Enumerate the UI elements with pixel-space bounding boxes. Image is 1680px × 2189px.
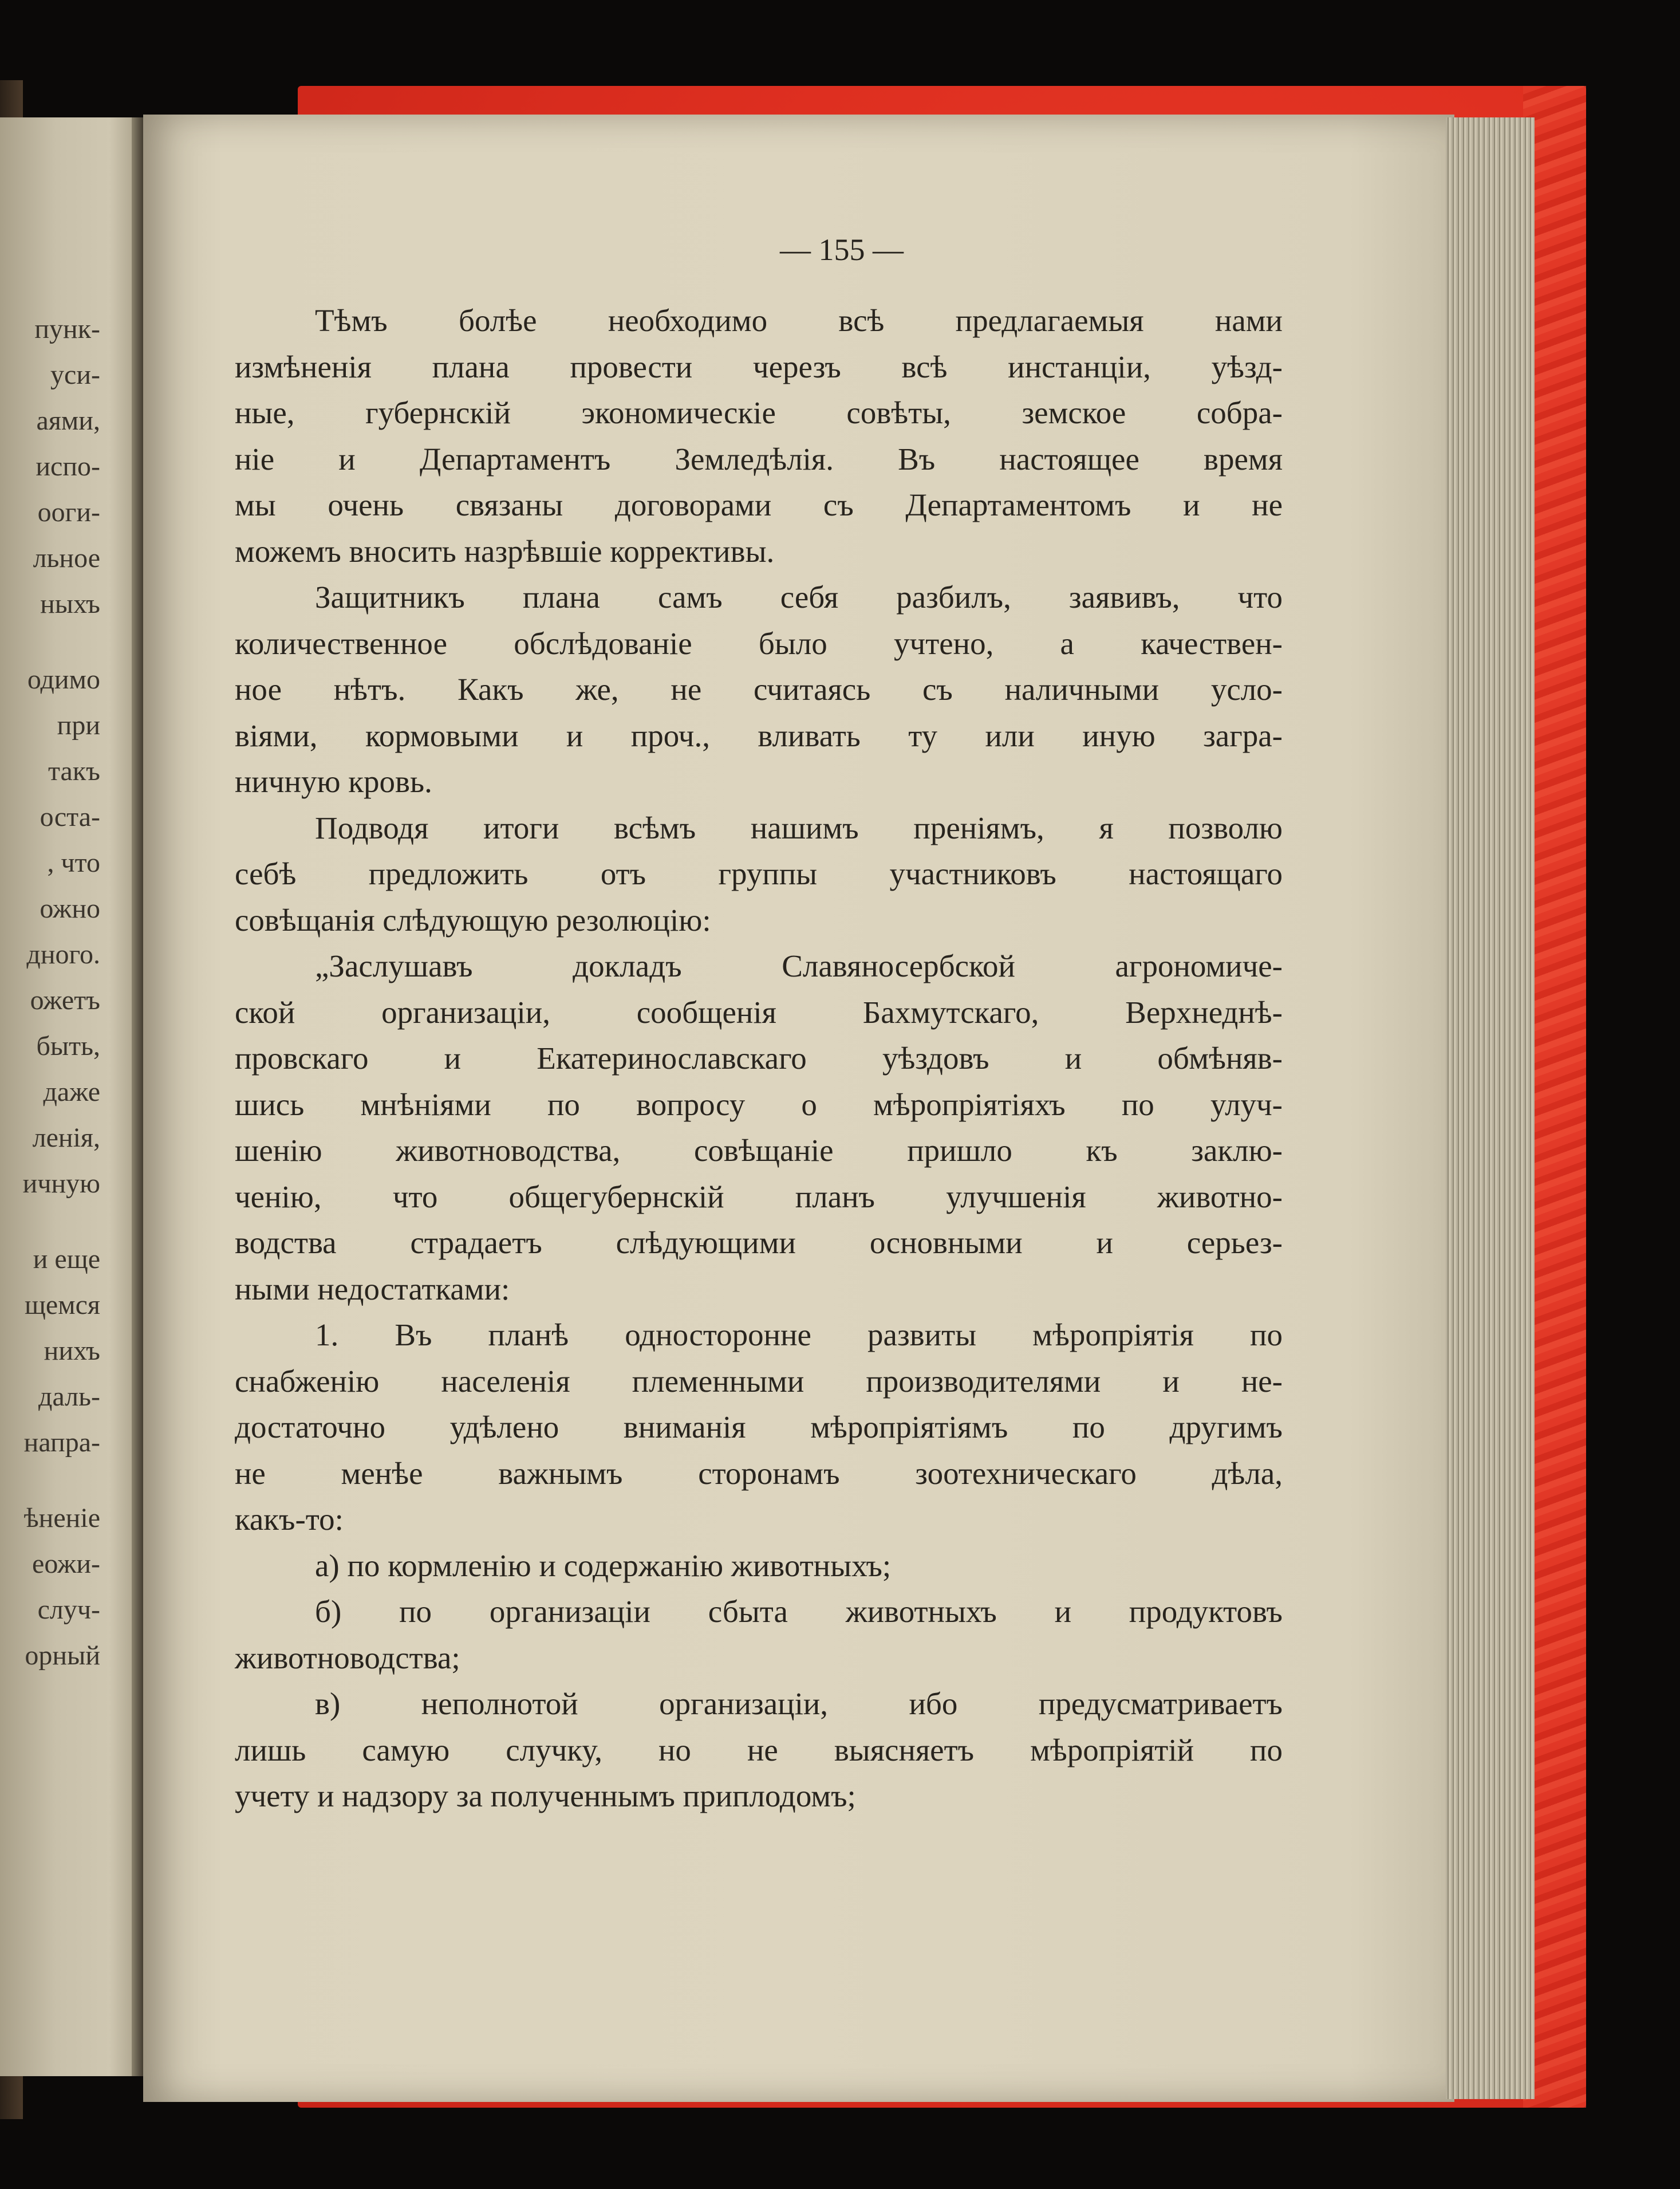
text-line: совѣщанія слѣдующую резолюцію: [235,902,711,938]
text-line: Тѣмъ болѣе необходимо всѣ предлагаемыя нами [315,303,1283,338]
left-page-line: напра- [23,1427,100,1458]
text-line: Подводя итоги всѣмъ нашимъ преніямъ, я позволю [315,810,1283,845]
left-page-line: уси- [50,360,100,390]
text-line: „Заслушавъ докладъ Славяносербской агрономиче- [315,948,1283,983]
text-line: 1. Въ планѣ односторонне развиты мѣропріятія по [315,1317,1283,1352]
text-line: не менѣе важнымъ сторонамъ зоотехническаго дѣла, [235,1455,1283,1491]
text-line: шись мнѣніями по вопросу о мѣропріятіяхъ по улуч- [235,1086,1283,1122]
left-page-line: одимо [27,664,100,695]
left-page-line: пунк- [34,314,100,344]
left-page-line: щемся [24,1290,100,1320]
text-line: мы очень связаны договорами съ Департаментомъ и не [235,487,1283,522]
text-line: можемъ вносить назрѣвшіе коррективы. [235,533,775,569]
text-line: шенію животноводства, совѣщаніе пришло къ заклю- [235,1133,1283,1168]
left-page-line: при [57,710,100,741]
text-line: лишь самую случку, но не выясняетъ мѣропріятій по [235,1732,1283,1767]
left-page-line: быть, [36,1031,100,1061]
text-line: учету и надзору за полученнымъ приплодомъ; [235,1778,856,1813]
left-page-line: аями, [36,405,100,436]
left-page-line: льное [33,543,100,573]
text-line: ніе и Департаментъ Земледѣлія. Въ настоящее время [235,441,1283,477]
text-line: в) неполнотой организаціи, ибо предусматриваетъ [315,1686,1283,1721]
text-line: ничную кровь. [235,764,432,799]
text-line: измѣненія плана провести черезъ всѣ инстанціи, уѣзд- [235,349,1283,384]
left-page-line: нихъ [44,1336,100,1366]
left-page-line: даже [43,1077,100,1107]
page-number: — 155 — [780,233,904,267]
text-line: ные, губернскій экономическіе совѣты, земское собра- [235,395,1283,430]
text-line: ской организаціи, сообщенія Бахмутскаго, Верхнеднѣ- [235,994,1283,1030]
left-page-text [0,306,100,1679]
text-line: ными недостатками: [235,1271,510,1306]
page-body-text [235,298,1283,1820]
left-page-line: ооги- [37,497,100,527]
left-page-line: ожетъ [30,985,100,1015]
left-page-line: ожно [40,893,100,924]
left-page-line: ичную [22,1168,100,1199]
left-page-line: ленія, [32,1123,100,1153]
left-page-line: испо- [36,451,100,482]
text-line: а) по кормленію и содержанію животныхъ; [315,1548,892,1583]
left-page-line: орный [25,1640,100,1671]
text-line: б) по организаціи сбыта животныхъ и продуктовъ [315,1594,1283,1629]
text-line: водства страдаетъ слѣдующими основными и серьез- [235,1225,1283,1260]
text-line: провскаго и Екатеринославскаго уѣздовъ и обмѣняв- [235,1041,1283,1076]
text-line: ченію, что общегубернскій планъ улучшенія животно- [235,1179,1283,1214]
text-line: количественное обслѣдованіе было учтено, а качествен- [235,625,1283,661]
text-line: ное нѣтъ. Какъ же, не считаясь съ наличными усло- [235,672,1283,707]
text-line: какъ-то: [235,1502,344,1537]
left-page-line: , что [47,848,100,878]
left-page-line: ныхъ [40,589,100,619]
left-page-line: случ- [37,1594,100,1625]
text-line: Защитникъ плана самъ себя разбилъ, заявивъ, что [315,580,1283,615]
text-line: себѣ предложить отъ группы участниковъ настоящаго [235,856,1283,891]
left-page-line: и еще [33,1244,100,1274]
page-stack-edge [1446,117,1535,2099]
left-page-line: даль- [38,1381,100,1412]
text-line: віями, кормовыми и проч., вливать ту или иную загра- [235,718,1283,753]
text-line: достаточно удѣлено вниманія мѣропріятіямъ по другимъ [235,1410,1283,1444]
text-line: снабженію населенія племенными производителями и не- [235,1363,1283,1399]
left-page-line: такъ [48,756,100,786]
left-page [0,117,140,2076]
text-line: животноводства; [235,1640,460,1675]
left-page-line: еожи- [32,1549,100,1579]
left-page-line: ѣненіе [23,1503,100,1533]
left-page-line: оста- [40,802,100,832]
left-page-line: дного. [26,939,100,970]
